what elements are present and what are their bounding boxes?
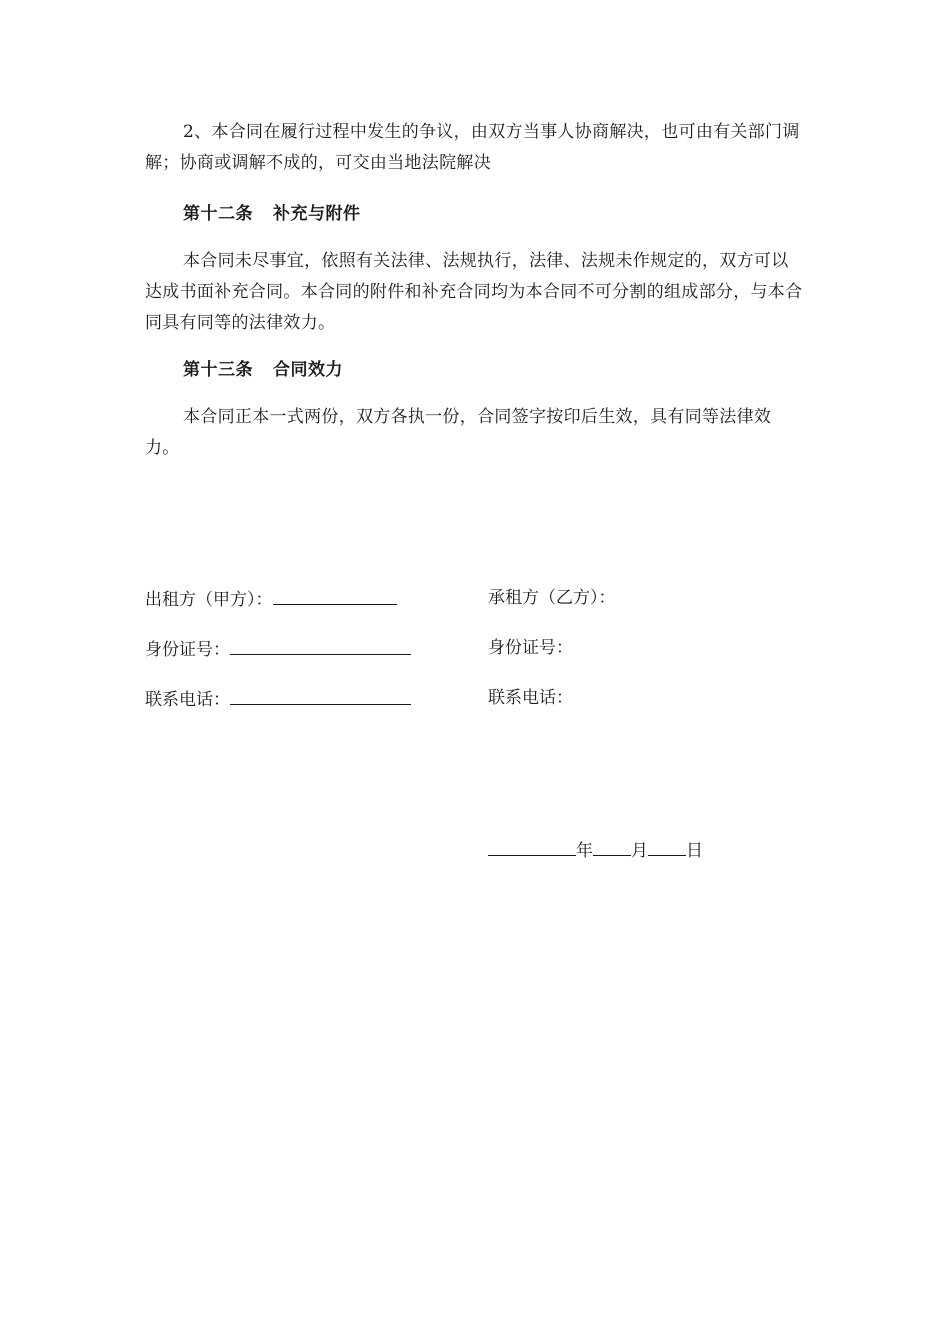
lessee-phone-row — [488, 686, 573, 710]
month-label: 月 — [631, 841, 648, 861]
lessor-phone-label: 联系电话： — [145, 690, 230, 710]
day-blank — [648, 837, 686, 856]
clause-13-number: 第十三条 — [183, 360, 253, 380]
lessor-phone-row — [145, 686, 411, 712]
lessor-id-row — [145, 636, 411, 662]
lessor-id-blank — [230, 636, 411, 655]
lessor-phone-blank — [230, 686, 411, 705]
lessor-label: 出租方（甲方）： — [145, 590, 273, 610]
lessee-id-label: 身份证号： — [488, 638, 573, 658]
clause-11-item-2: 2、本合同在履行过程中发生的争议，由双方当事人协商解决，也可由有关部门调解；协商或调解不成的，可交由当地法院解决 — [145, 122, 800, 173]
lessee-label: 承租方（乙方）： — [488, 588, 616, 608]
month-blank — [593, 837, 631, 856]
signing-date — [488, 837, 703, 863]
year-label: 年 — [576, 841, 593, 861]
lessee-phone-label: 联系电话： — [488, 688, 573, 708]
clause-12-heading — [183, 199, 361, 224]
clause-12-number: 第十二条 — [183, 204, 253, 224]
day-label: 日 — [686, 841, 703, 861]
lessor-row — [145, 586, 397, 612]
clause-12-title: 补充与附件 — [273, 204, 361, 224]
lessor-id-label: 身份证号： — [145, 640, 230, 660]
lessee-row — [488, 586, 616, 610]
clause-13-title: 合同效力 — [273, 360, 343, 380]
year-blank — [488, 837, 576, 856]
clause-13-body: 本合同正本一式两份，双方各执一份，合同签字按印后生效，具有同等法律效力。 — [145, 407, 772, 458]
lessor-blank — [273, 586, 397, 605]
lessee-id-row — [488, 636, 573, 660]
clause-13-heading — [183, 355, 343, 380]
clause-12-body: 本合同未尽事宜，依照有关法律、法规执行，法律、法规未作规定的，双方可以达成书面补充合同。本合同的附件和补充合同均为本合同不可分割的组成部分，与本合同具有同等的法律效力。 — [145, 251, 803, 333]
